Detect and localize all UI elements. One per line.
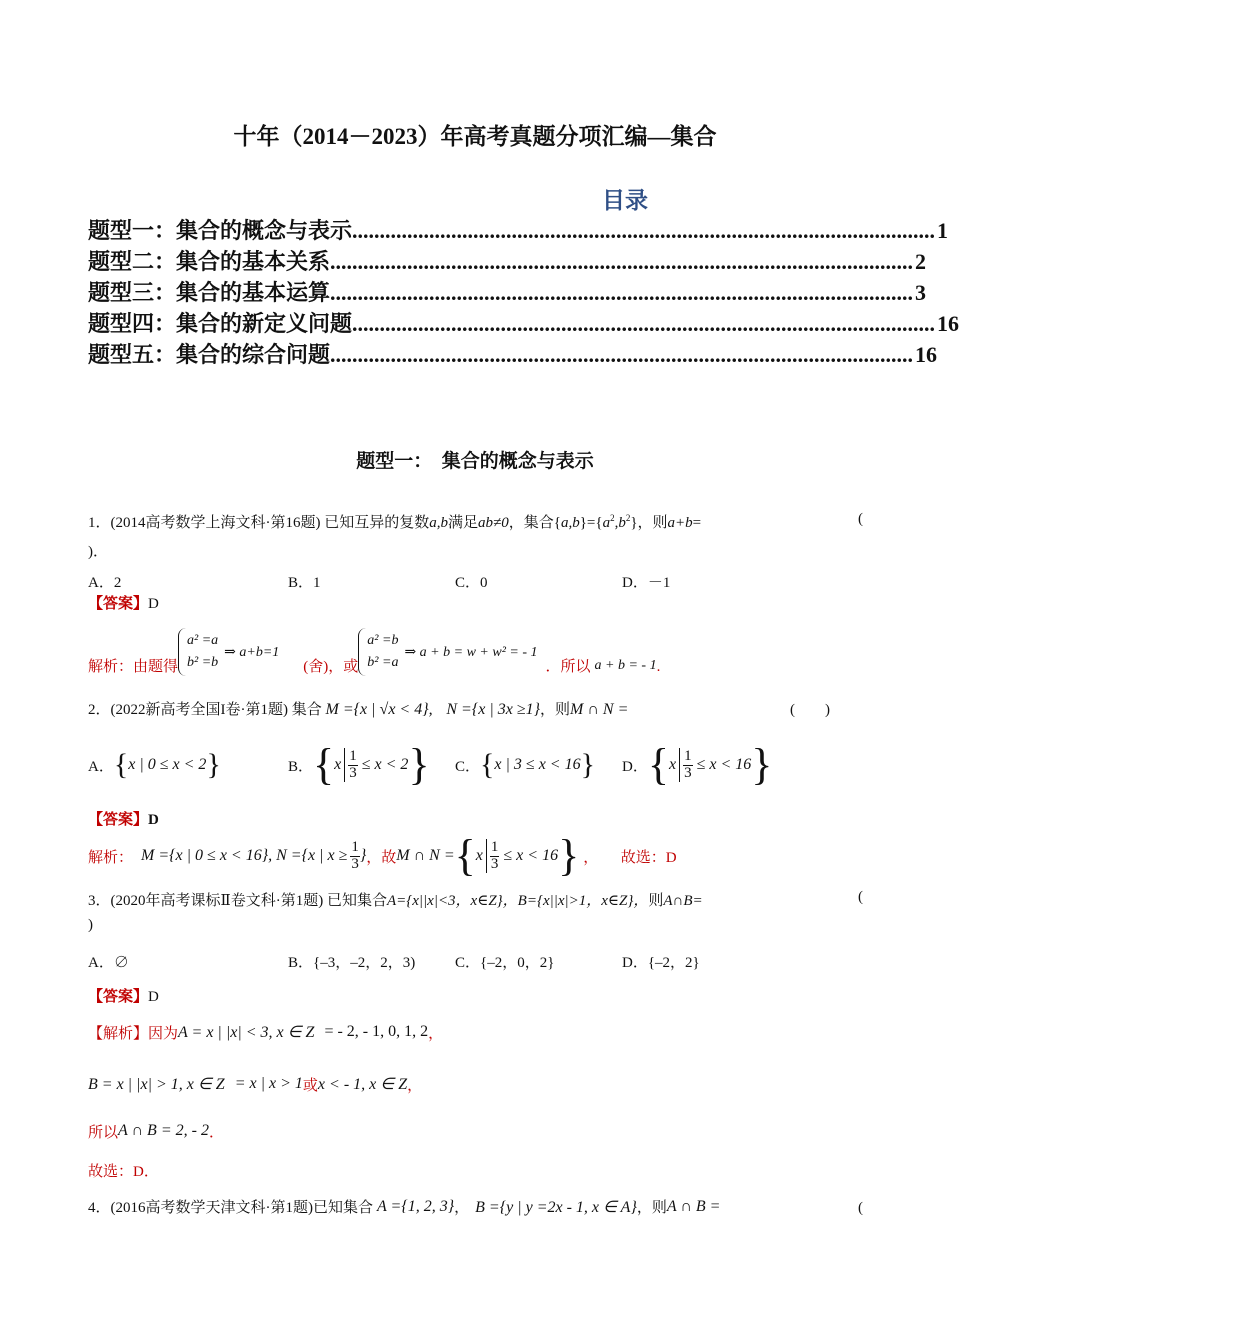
q4-set-b: B ={y | y =2x - 1, x ∈ A} xyxy=(475,1198,637,1216)
q4-number: 4． xyxy=(88,1200,111,1216)
table-of-contents xyxy=(88,214,960,369)
q2-analysis-math: M ∩ N = xyxy=(396,847,455,864)
q3-paren: ( xyxy=(858,889,863,905)
q1-text: ，集合{ xyxy=(508,515,561,531)
q1-option-a[interactable]: A．2 xyxy=(88,575,122,591)
document-title: 十年（2014－2023）年高考真题分项汇编—集合 xyxy=(233,124,717,149)
q1-text: 已知互异的复数 xyxy=(324,515,430,531)
q1-set: a xyxy=(602,515,611,531)
q3-analysis-text: ． xyxy=(208,1124,224,1141)
fraction-denominator: 3 xyxy=(351,855,359,872)
q1-option-c[interactable]: C．0 xyxy=(455,575,488,591)
q2-analysis-text: ，故 xyxy=(366,849,397,866)
q1-text: }={ xyxy=(579,515,603,531)
q3-analysis-text: 或 xyxy=(302,1077,318,1094)
option-math: x xyxy=(334,756,342,773)
q4-text: 已知集合 xyxy=(313,1200,374,1216)
q1-system-result: ⇒ a + b = w + w² = - 1 xyxy=(404,644,538,660)
fraction-denominator: 3 xyxy=(490,855,499,872)
q3-source: (2020年高考课标Ⅱ卷文科·第1题) xyxy=(110,893,324,909)
q1-system-result: ⇒ a+b=1 xyxy=(224,644,280,660)
q1-text: , xyxy=(614,515,619,531)
q3-set-a: A={x||x|<3，x∈Z}， xyxy=(386,893,518,909)
option-math: x | 0 ≤ x < 2 xyxy=(128,756,207,773)
brace-left-icon: { xyxy=(113,748,129,781)
q1-set: b xyxy=(618,515,626,531)
q3-analysis-text: 所以 xyxy=(88,1124,119,1141)
toc-item[interactable] xyxy=(88,307,960,338)
q3-text: 已知集合 xyxy=(326,893,387,909)
q1-system-1 xyxy=(178,628,218,677)
q2-stem xyxy=(88,698,628,719)
q3-answer xyxy=(88,985,159,1006)
fraction-denominator: 3 xyxy=(349,764,357,781)
toc-leader: .......................................................................................................... xyxy=(330,342,914,367)
fraction xyxy=(490,840,500,873)
q3-pick: 故选：D． xyxy=(88,1164,159,1180)
brace-left-icon: { xyxy=(313,740,335,789)
q1-analysis xyxy=(88,622,660,682)
brace-right-icon: } xyxy=(580,748,596,781)
q1-system-line: a² =b xyxy=(367,632,399,648)
toc-item[interactable] xyxy=(88,338,938,369)
fraction xyxy=(348,749,358,782)
q4-paren: ( xyxy=(858,1200,863,1216)
brace-right-icon: } xyxy=(751,740,773,789)
toc-item[interactable] xyxy=(88,214,949,245)
q1-source: (2014高考数学上海文科·第16题) xyxy=(110,515,321,531)
q1-discard: (舍)，或 xyxy=(303,659,359,675)
q1-set: a,b xyxy=(560,515,580,531)
option-math: x xyxy=(668,756,677,773)
toc-item-name: 集合的概念与表示 xyxy=(176,218,353,243)
q1-system-line: a² =a xyxy=(187,632,219,648)
option-math: ≤ x < 2 xyxy=(361,756,409,773)
analysis-label: 【解析】 xyxy=(88,1025,149,1042)
q1-option-d[interactable]: D．－1 xyxy=(622,575,671,591)
q4-set-a: A ={1, 2, 3} xyxy=(377,1197,455,1215)
toc-item-page: 16 xyxy=(937,311,960,336)
q2-analysis-math: x xyxy=(475,847,483,864)
brace-left-icon: { xyxy=(480,748,495,781)
q2-text: ，则 xyxy=(540,702,571,718)
q1-condition: ab≠0 xyxy=(478,515,509,531)
toc-item-name: 集合的综合问题 xyxy=(176,342,331,367)
q3-option-d[interactable]: D．{–2，2} xyxy=(622,955,700,971)
q3-analysis-line2 xyxy=(88,1066,422,1102)
q2-option-a[interactable] xyxy=(88,740,221,790)
q3-stem xyxy=(88,889,703,910)
answer-label: 【答案】 xyxy=(88,596,149,612)
fraction-numerator: 1 xyxy=(684,747,692,764)
q3-analysis-math: A ∩ B = 2, - 2 xyxy=(118,1122,209,1139)
toc-item-page: 2 xyxy=(915,249,927,274)
q3-option-a[interactable]: A．∅ xyxy=(88,955,129,971)
q3-text: 则 xyxy=(648,893,664,909)
answer-label: 【答案】 xyxy=(88,989,149,1005)
q1-conclude-math: a + b = - 1 xyxy=(594,658,657,673)
brace-left-icon: { xyxy=(647,740,669,789)
q3-analysis-math: x < - 1, x ∈ Z xyxy=(317,1076,408,1093)
q2-option-b[interactable] xyxy=(288,736,430,794)
q1-text: }，则 xyxy=(630,515,668,531)
q3-analysis-text: 因为 xyxy=(148,1025,179,1042)
toc-item-label: 题型五： xyxy=(88,342,177,367)
option-label: B． xyxy=(288,758,314,775)
q1-var: a,b xyxy=(429,515,449,531)
answer-value: D xyxy=(148,812,159,828)
q1-option-b[interactable]: B．1 xyxy=(288,575,321,591)
fraction-denominator: 3 xyxy=(684,764,692,781)
q1-paren: ( xyxy=(858,511,863,527)
q1-end: . xyxy=(656,659,661,675)
q3-target: A∩B= xyxy=(663,893,703,909)
q1-number: 1． xyxy=(88,515,111,531)
q1-system-line: b² =b xyxy=(187,655,219,670)
q3-option-b[interactable]: B．{–3，–2，2，3) xyxy=(288,955,416,971)
analysis-label: 解析：由题得 xyxy=(88,659,179,675)
q1-conclude: ．所以 xyxy=(545,659,591,675)
q1-answer xyxy=(88,592,159,613)
brace-left-icon: { xyxy=(454,831,476,880)
q1-system-2 xyxy=(358,628,398,677)
fraction xyxy=(683,749,693,782)
bar-divider xyxy=(344,748,345,782)
bar-divider xyxy=(486,839,487,873)
q3-analysis-math: A = x | |x| < 3, x ∈ Z xyxy=(178,1024,315,1041)
toc-item-label: 题型二： xyxy=(88,249,177,274)
toc-leader: .......................................................................................................... xyxy=(352,218,936,243)
toc-leader: .......................................................................................................... xyxy=(330,280,914,305)
q2-source: (2022新高考全国I卷·第1题) xyxy=(110,702,288,718)
q3-analysis-text: ， xyxy=(428,1025,444,1042)
option-math: x | 3 ≤ x < 16 xyxy=(494,756,581,773)
toc-item-label: 题型四： xyxy=(88,311,177,336)
q3-analysis-line3 xyxy=(88,1114,224,1148)
answer-value: D xyxy=(148,989,159,1005)
toc-item-page: 3 xyxy=(915,280,927,305)
q3-analysis-text: ， xyxy=(407,1077,423,1094)
section-title: 题型一： 集合的概念与表示 xyxy=(356,451,594,472)
answer-value: D xyxy=(148,596,159,612)
toc-leader: .......................................................................................................... xyxy=(352,311,936,336)
fraction-numerator: 1 xyxy=(349,747,357,764)
q1-stem: 1．(2014高考数学上海文科·第16题) 已知互异的复数a,b满足ab≠0，集合$\{a,b\}=\{a^2,b^2\}$，则a+b= xyxy=(88,513,702,531)
q2-target: M ∩ N = xyxy=(570,701,629,718)
q1-target: a+b xyxy=(667,515,693,531)
q2-option-c[interactable] xyxy=(455,740,595,790)
fraction-numerator: 1 xyxy=(490,838,499,855)
brace-right-icon: } xyxy=(408,740,430,789)
q2-analysis xyxy=(88,828,677,884)
q2-analysis-text: ， 故选：D xyxy=(583,849,677,866)
analysis-label: 解析： xyxy=(88,849,134,866)
toc-item[interactable] xyxy=(88,245,927,276)
q3-option-c[interactable]: C．{–2，0，2} xyxy=(455,955,555,971)
q3-set-b: B={x||x|>1，x∈Z}， xyxy=(517,893,649,909)
q2-analysis-math: ≤ x < 16 xyxy=(503,847,559,864)
q1-text: 满足 xyxy=(448,515,479,531)
q4-stem xyxy=(88,1196,720,1217)
option-label: A． xyxy=(88,758,114,775)
fraction xyxy=(350,840,360,873)
q3-analysis-math: = - 2, - 1, 0, 1, 2 xyxy=(324,1023,429,1040)
bar-divider xyxy=(679,748,680,782)
q1-text: = xyxy=(692,515,702,531)
toc-item-page: 1 xyxy=(937,218,949,243)
answer-label: 【答案】 xyxy=(88,812,149,828)
q2-option-d[interactable] xyxy=(622,736,772,794)
option-math: ≤ x < 16 xyxy=(696,756,752,773)
q4-text: ，则 xyxy=(636,1200,667,1216)
q1-system-line: b² =a xyxy=(367,655,399,670)
toc-item-name: 集合的新定义问题 xyxy=(176,311,353,336)
toc-item-label: 题型三： xyxy=(88,280,177,305)
q3-paren-close: ) xyxy=(88,917,93,933)
q2-number: 2． xyxy=(88,702,111,718)
toc-item-label: 题型一： xyxy=(88,218,177,243)
brace-right-icon: } xyxy=(206,748,221,781)
option-label: D． xyxy=(622,758,648,775)
q2-analysis-math: } xyxy=(359,847,367,864)
q2-analysis-math: M ={x | 0 ≤ x < 16}, N ={x | x ≥ xyxy=(141,847,348,864)
toc-item-page: 16 xyxy=(915,342,938,367)
brace-right-icon: } xyxy=(558,831,580,880)
q3-analysis-math: B = x | |x| > 1, x ∈ Z xyxy=(88,1076,225,1093)
q3-analysis-math: = x | x > 1 xyxy=(234,1075,303,1092)
q3-number: 3． xyxy=(88,893,111,909)
q2-set-m: M ={x | √x < 4}, xyxy=(325,701,433,718)
toc-item-name: 集合的基本运算 xyxy=(176,280,331,305)
toc-heading: 目录 xyxy=(602,188,648,213)
q4-target: A ∩ B = xyxy=(666,1197,721,1215)
q2-answer xyxy=(88,808,159,829)
toc-item[interactable] xyxy=(88,276,927,307)
q2-text: 集合 xyxy=(291,702,322,718)
q2-set-n: N ={x | 3x ≥1} xyxy=(446,701,541,718)
q4-source: (2016高考数学天津文科·第1题) xyxy=(110,1200,314,1216)
toc-leader: .......................................................................................................... xyxy=(330,249,914,274)
toc-item-name: 集合的基本关系 xyxy=(176,249,331,274)
option-label: C． xyxy=(455,758,481,775)
q1-paren-close: )． xyxy=(88,544,108,560)
q4-text: ， xyxy=(454,1200,470,1216)
q2-paren: ( ) xyxy=(790,702,830,718)
fraction-numerator: 1 xyxy=(351,838,359,855)
q3-analysis-line1 xyxy=(88,1014,443,1050)
